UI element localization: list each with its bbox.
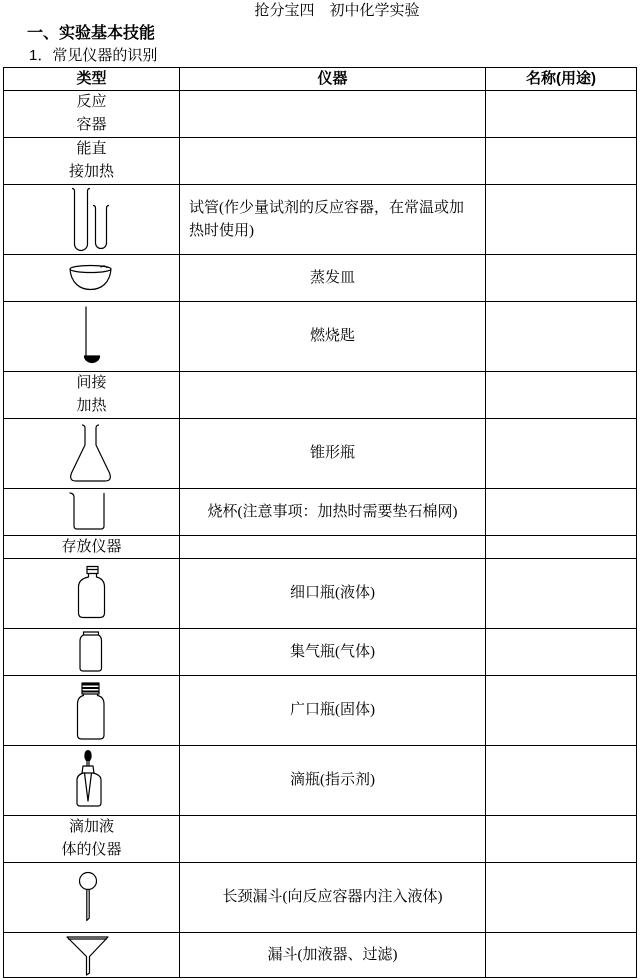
name-cell	[486, 185, 637, 255]
wide-mouth-bottle-icon	[4, 676, 179, 745]
name-cell	[486, 419, 637, 489]
name-cell	[486, 536, 637, 559]
type-cell	[4, 559, 180, 629]
funnel-icon	[4, 933, 179, 977]
type-label: 反应	[76, 94, 107, 110]
name-cell	[486, 816, 637, 863]
type-cell	[4, 419, 180, 489]
combustion-spoon-icon	[4, 302, 179, 371]
type-cell	[4, 816, 180, 863]
evaporating-dish-icon	[4, 255, 179, 301]
name-cell	[486, 746, 637, 816]
instrument-label: 试管(作少量试剂的反应容器，在常温或加	[189, 199, 464, 216]
name-cell	[486, 91, 637, 138]
name-cell	[486, 255, 637, 302]
name-cell	[486, 559, 637, 629]
instrument-cell	[180, 559, 486, 629]
type-cell	[4, 489, 180, 536]
subsection-heading: 1．常见仪器的识别	[29, 47, 158, 64]
instrument-cell	[180, 185, 486, 255]
name-cell	[486, 676, 637, 746]
name-cell	[486, 489, 637, 536]
narrow-mouth-bottle-icon	[4, 559, 179, 628]
header-instrument: 仪器	[180, 68, 486, 91]
gas-collecting-bottle-icon	[4, 629, 179, 675]
type-label: 体的仪器	[61, 842, 122, 858]
type-cell	[4, 138, 180, 185]
instrument-cell	[180, 489, 486, 536]
type-cell	[4, 255, 180, 302]
header-name: 名称(用途)	[486, 68, 637, 91]
type-cell	[4, 933, 180, 978]
type-cell	[4, 91, 180, 138]
section-heading: 一、实验基本技能	[27, 25, 156, 42]
name-cell	[486, 863, 637, 933]
name-cell	[486, 933, 637, 978]
type-label: 间接	[76, 375, 107, 391]
instrument-label: 广口瓶(固体)	[290, 702, 375, 718]
instrument-label: 长颈漏斗(向反应容器内注入液体)	[222, 889, 443, 905]
instrument-label: 烧杯(注意事项：加热时需要垫石棉网)	[207, 503, 458, 520]
type-cell	[4, 746, 180, 816]
type-label: 存放仪器	[61, 539, 122, 555]
test-tube-icon	[4, 185, 179, 254]
instrument-cell	[180, 676, 486, 746]
type-cell	[4, 863, 180, 933]
instrument-cell	[180, 372, 486, 419]
instrument-cell	[180, 138, 486, 185]
instrument-cell	[180, 816, 486, 863]
instrument-cell	[180, 419, 486, 489]
instrument-label: 热时使用)	[189, 222, 254, 239]
instrument-label: 集气瓶(气体)	[290, 643, 375, 660]
instrument-label: 滴瓶(指示剂)	[290, 772, 375, 788]
instrument-label: 燃烧匙	[309, 328, 355, 344]
type-label: 滴加液	[68, 819, 114, 835]
type-label: 接加热	[68, 164, 114, 180]
instrument-cell	[180, 933, 486, 978]
instrument-table	[3, 67, 637, 978]
instrument-cell	[180, 746, 486, 816]
conical-flask-icon	[4, 419, 179, 488]
type-cell	[4, 302, 180, 372]
type-label: 容器	[76, 117, 107, 133]
instrument-cell	[180, 536, 486, 559]
type-cell	[4, 185, 180, 255]
instrument-cell	[180, 863, 486, 933]
type-cell	[4, 676, 180, 746]
page-title: 抢分宝四 初中化学实验	[254, 3, 420, 19]
name-cell	[486, 629, 637, 676]
header-type: 类型	[4, 68, 180, 91]
instrument-label: 漏斗(加液器、过滤)	[267, 946, 398, 963]
instrument-label: 蒸发皿	[309, 269, 355, 286]
long-neck-funnel-icon	[4, 863, 179, 932]
dropping-bottle-icon	[4, 746, 179, 815]
type-cell	[4, 536, 180, 559]
name-cell	[486, 372, 637, 419]
type-label: 能直	[76, 141, 107, 157]
instrument-cell	[180, 629, 486, 676]
instrument-cell	[180, 302, 486, 372]
instrument-cell	[180, 255, 486, 302]
type-label: 加热	[76, 398, 107, 414]
beaker-icon	[4, 489, 179, 535]
instrument-label: 细口瓶(液体)	[290, 585, 375, 601]
instrument-label: 锥形瓶	[309, 445, 355, 461]
type-cell	[4, 372, 180, 419]
instrument-cell	[180, 91, 486, 138]
name-cell	[486, 138, 637, 185]
type-cell	[4, 629, 180, 676]
name-cell	[486, 302, 637, 372]
